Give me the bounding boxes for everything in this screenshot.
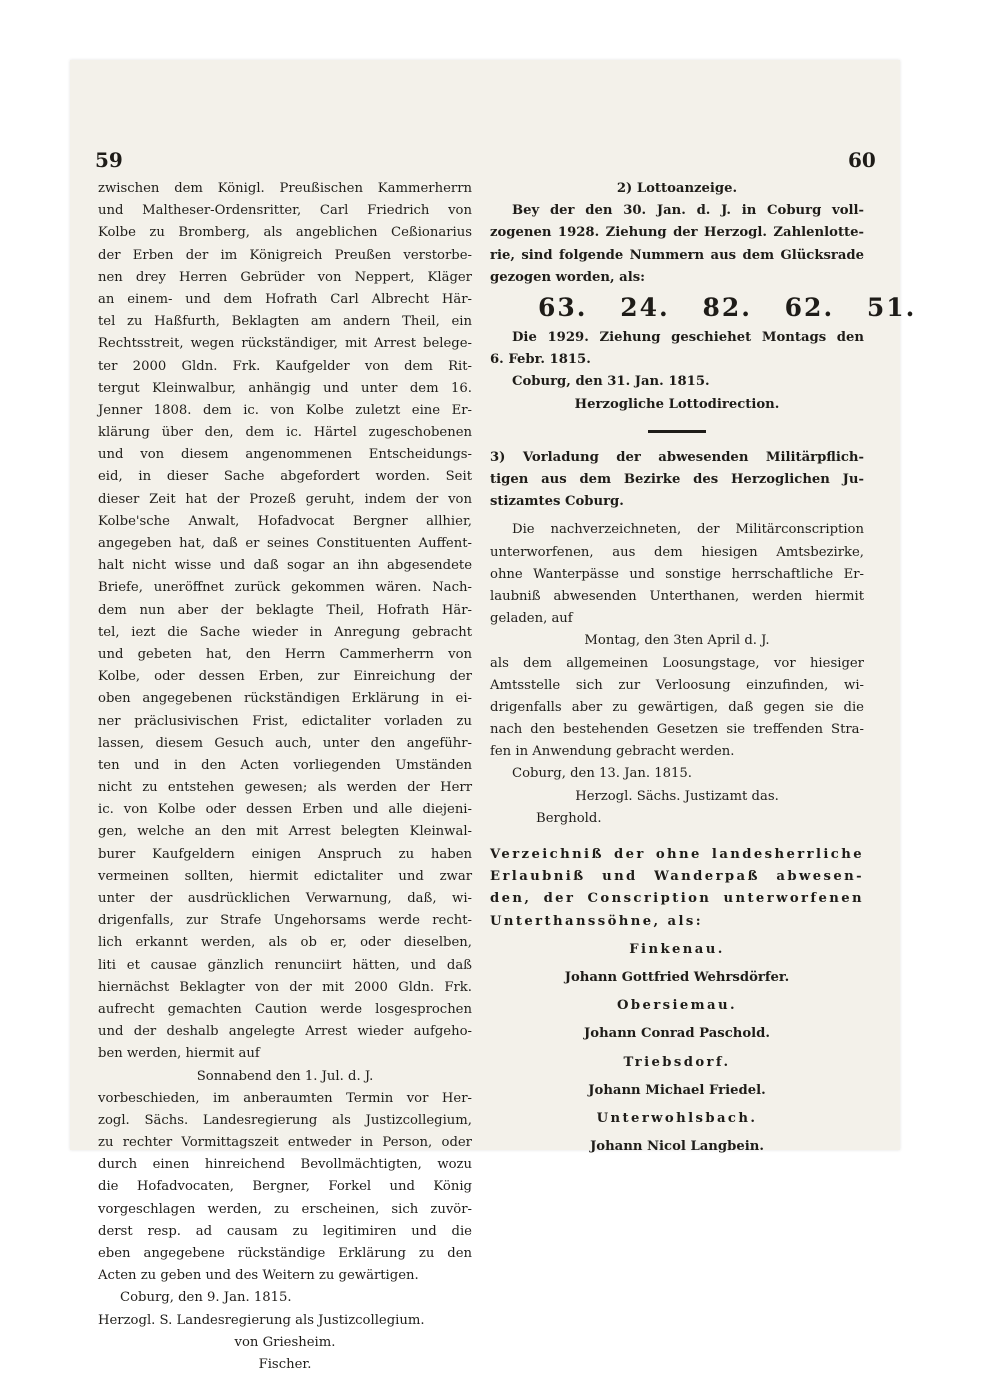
edict-authority: Herzogl. S. Landesregierung als Justizcollegium. bbox=[98, 1312, 425, 1328]
text-line: halt nicht wisse und daß sogar an ihn abgesendete bbox=[98, 558, 472, 574]
text-line: zu rechter Vormittagszeit entweder in Person, oder bbox=[98, 1135, 472, 1151]
text-line: nach den bestehenden Gesetzen sie treffenden Stra- bbox=[490, 722, 864, 738]
text-line: Acten zu geben und des Weitern zu gewärtigen. bbox=[98, 1268, 419, 1284]
lotto-body bbox=[490, 200, 864, 289]
heading-line: stizamtes Coburg. bbox=[490, 494, 624, 510]
edict-body bbox=[98, 178, 472, 1066]
text-line: derst resp. ad causam zu legitimiren und die bbox=[98, 1223, 472, 1239]
register-heading bbox=[490, 844, 864, 933]
text-line: angegeben hat, daß er seines Constituenten Auffent- bbox=[98, 536, 472, 551]
page-number-right: 60 bbox=[848, 148, 876, 172]
lotto-number: 62. bbox=[784, 292, 835, 322]
edict-body-continued bbox=[98, 1088, 472, 1288]
lotto-numbers bbox=[490, 289, 917, 327]
summons-signature: Berghold. bbox=[536, 810, 602, 826]
lotto-place-date: Coburg, den 31. Jan. 1815. bbox=[512, 374, 710, 390]
text-line: ten und in den Acten vorliegenden Umständen bbox=[98, 757, 472, 773]
summons-place-date: Coburg, den 13. Jan. 1815. bbox=[512, 766, 692, 782]
text-line: eben angegebene rückständige Erklärung zu den bbox=[98, 1246, 472, 1262]
lotto-number: 63. bbox=[538, 292, 588, 322]
text-line: nen drey Herren Gebrüder von Neppert, Kläger bbox=[98, 269, 472, 285]
text-line: nicht zu entstehen gewesen; als werden der Herr bbox=[98, 780, 472, 796]
text-line: zogl. Sächs. Landesregierung als Justizcollegium, bbox=[98, 1112, 472, 1128]
text-line: und von diesem angenommenen Entscheidungs- bbox=[98, 447, 472, 463]
register-name: Johann Nicol Langbein. bbox=[590, 1139, 764, 1155]
spacer bbox=[490, 830, 864, 844]
text-line: zogenen 1928. Ziehung der Herzogl. Zahlenlotte- bbox=[490, 225, 864, 241]
text-line: ner präclusivischen Frist, edictaliter vorladen zu bbox=[98, 713, 472, 729]
lotto-authority: Herzogliche Lottodirection. bbox=[574, 396, 780, 412]
text-line: die Hofadvocaten, Bergner, Forkel und König bbox=[98, 1179, 472, 1195]
text-line: unter der ausdrücklichen Verwarnung, daß, wi- bbox=[98, 891, 472, 906]
register-place: Triebsdorf. bbox=[623, 1054, 731, 1070]
text-line: an einem- und dem Hofrath Carl Albrecht Här- bbox=[98, 291, 472, 307]
text-line: lassen, diesem Gesuch auch, unter den angeführ- bbox=[98, 735, 472, 751]
text-line: laubniß abwesenden Unterthanen, werden hiermit bbox=[490, 588, 864, 604]
text-line: tel zu Haßfurth, Beklagten am andern Theil, ein bbox=[98, 314, 472, 330]
text-line: drigenfalls aber zu gewärtigen, daß gegen sie die bbox=[490, 699, 864, 715]
text-line: vorgeschlagen werden, zu erscheinen, sich zuvör- bbox=[98, 1201, 472, 1217]
text-line: vorbeschieden, im anberaumten Termin vor Her- bbox=[98, 1090, 472, 1106]
text-line: Die nachverzeichneten, der Militärconscription bbox=[512, 522, 864, 538]
heading-line: tigen aus dem Bezirke des Herzoglichen Ju- bbox=[490, 471, 864, 487]
text-line: liti et causae gänzlich renunciirt hätten, und daß bbox=[98, 957, 472, 973]
lotto-number: 51. bbox=[866, 292, 917, 322]
text-line: durch einen hinreichend Bevollmächtigten, wozu bbox=[98, 1157, 472, 1173]
text-line: gezogen worden, als: bbox=[490, 269, 646, 285]
text-line: ic. von Kolbe oder dessen Erben und alle diejeni- bbox=[98, 802, 472, 818]
right-column bbox=[490, 178, 917, 1158]
text-line: oben angegebenen rückständigen Erklärung in ei- bbox=[98, 691, 472, 707]
text-line: geladen, auf bbox=[490, 611, 573, 627]
heading-line: den, der Conscription unterworfenen bbox=[490, 891, 864, 907]
summons-heading bbox=[490, 447, 864, 514]
text-line: rie, sind folgende Nummern aus dem Glücksrade bbox=[490, 247, 864, 263]
text-line: tergut Kleinwalbur, anhängig und unter dem 16. bbox=[98, 380, 472, 396]
register-name: Johann Conrad Paschold. bbox=[584, 1026, 770, 1042]
lotto-heading: 2) Lottoanzeige. bbox=[616, 181, 738, 196]
edict-signature-1: von Griesheim. bbox=[234, 1334, 336, 1350]
text-line: Kolbe, oder dessen Erben, zur Einreichung der bbox=[98, 669, 472, 685]
text-line: Kolbe'sche Anwalt, Hofadvocat Bergner allhier, bbox=[98, 513, 472, 529]
text-line: fen in Anwendung gebracht werden. bbox=[490, 744, 735, 760]
register-name: Johann Gottfried Wehrsdörfer. bbox=[564, 970, 790, 986]
heading-line: Unterthanssöhne, als: bbox=[490, 913, 703, 929]
text-line: drigenfalls, zur Strafe Ungehorsams werde recht- bbox=[98, 913, 472, 929]
lotto-next-draw-date: 6. Febr. 1815. bbox=[490, 352, 591, 368]
edict-date-line: Sonnabend den 1. Jul. d. J. bbox=[196, 1068, 374, 1084]
text-line: Kolbe zu Bromberg, als angeblichen Ceßionarius bbox=[98, 225, 472, 241]
text-line: hiernächst Beklagter von der mit 2000 Gldn. Frk. bbox=[98, 979, 472, 995]
heading-line: 3) Vorladung der abwesenden Militärpflich- bbox=[490, 449, 864, 465]
summons-authority: Herzogl. Sächs. Justizamt das. bbox=[575, 788, 779, 804]
register-name: Johann Michael Friedel. bbox=[588, 1082, 766, 1098]
text-line: der Erben der im Königreich Preußen verstorbe- bbox=[98, 247, 472, 263]
lotto-number: 82. bbox=[702, 292, 752, 322]
heading-line: Erlaubniß und Wanderpaß abwesen- bbox=[490, 869, 864, 885]
section-divider bbox=[648, 430, 706, 433]
text-line: aufrecht gemachten Caution werde losgesprochen bbox=[98, 1001, 472, 1017]
text-line: ohne Wanterpässe und sonstige herrschaftliche Er- bbox=[490, 566, 864, 582]
left-column bbox=[98, 178, 472, 1376]
edict-signature-2: Fischer. bbox=[258, 1357, 312, 1373]
text-line: tel, iezt die Sache wieder in Anregung gebracht bbox=[98, 624, 472, 640]
text-line: burer Kaufgeldern einigen Anspruch zu haben bbox=[98, 846, 472, 862]
register-list bbox=[490, 939, 864, 1159]
lotto-number: 24. bbox=[620, 292, 670, 322]
text-line: und Maltheser-Ordensritter, Carl Friedrich von bbox=[98, 203, 472, 219]
page-number-left: 59 bbox=[95, 148, 123, 172]
text-line: eid, in dieser Sache abgefordert worden. Seit bbox=[98, 469, 472, 485]
text-line: Jenner 1808. dem ic. von Kolbe zuletzt eine Er- bbox=[98, 402, 472, 418]
text-line: Amtsstelle sich zur Verloosung einzufinden, wi- bbox=[490, 677, 864, 693]
text-line: unterworfenen, aus dem hiesigen Amtsbezirke, bbox=[490, 544, 864, 560]
text-line: Rechtsstreit, wegen rückständiger, mit Arrest belege- bbox=[98, 336, 472, 352]
text-line: dem nun aber der beklagte Theil, Hofrath Här- bbox=[98, 602, 472, 618]
text-line: vermeinen sollten, hiermit edictaliter und zwar bbox=[98, 868, 472, 884]
summons-date-line: Montag, den 3ten April d. J. bbox=[584, 633, 770, 649]
heading-line: Verzeichniß der ohne landesherrliche bbox=[490, 847, 864, 863]
text-line: ter 2000 Gldn. Frk. Kaufgelder von dem Rit- bbox=[98, 358, 472, 374]
register-place: Finkenau. bbox=[629, 941, 725, 957]
lotto-next-draw: Die 1929. Ziehung geschiehet Montags den bbox=[512, 329, 864, 345]
text-line: und der deshalb angelegte Arrest wieder aufgeho- bbox=[98, 1024, 472, 1040]
register-place: Unterwohlsbach. bbox=[596, 1111, 758, 1127]
text-line: dieser Zeit hat der Prozeß geruht, indem der von bbox=[98, 491, 472, 507]
text-line: Briefe, uneröffnet zurück gekommen wären. Nach- bbox=[98, 580, 472, 596]
text-line: zwischen dem Königl. Preußischen Kammerherrn bbox=[98, 181, 472, 196]
text-line: gen, welche an den mit Arrest belegten Kleinwal- bbox=[98, 824, 472, 840]
register-place: Obersiemau. bbox=[617, 998, 737, 1014]
text-line: Bey der den 30. Jan. d. J. in Coburg voll- bbox=[512, 203, 864, 219]
summons-body-continued bbox=[490, 653, 864, 764]
text-line: ben werden, hiermit auf bbox=[98, 1046, 260, 1062]
text-line: klärung über den, dem ic. Härtel zugeschobenen bbox=[98, 425, 472, 441]
summons-body bbox=[490, 519, 864, 630]
text-line: lich erkannt werden, als ob er, oder dieselben, bbox=[98, 935, 472, 951]
edict-place-date: Coburg, den 9. Jan. 1815. bbox=[120, 1290, 292, 1306]
text-line: als dem allgemeinen Loosungstage, vor hiesiger bbox=[490, 655, 864, 671]
text-line: und gebeten hat, den Herrn Cammerherrn von bbox=[98, 646, 472, 662]
